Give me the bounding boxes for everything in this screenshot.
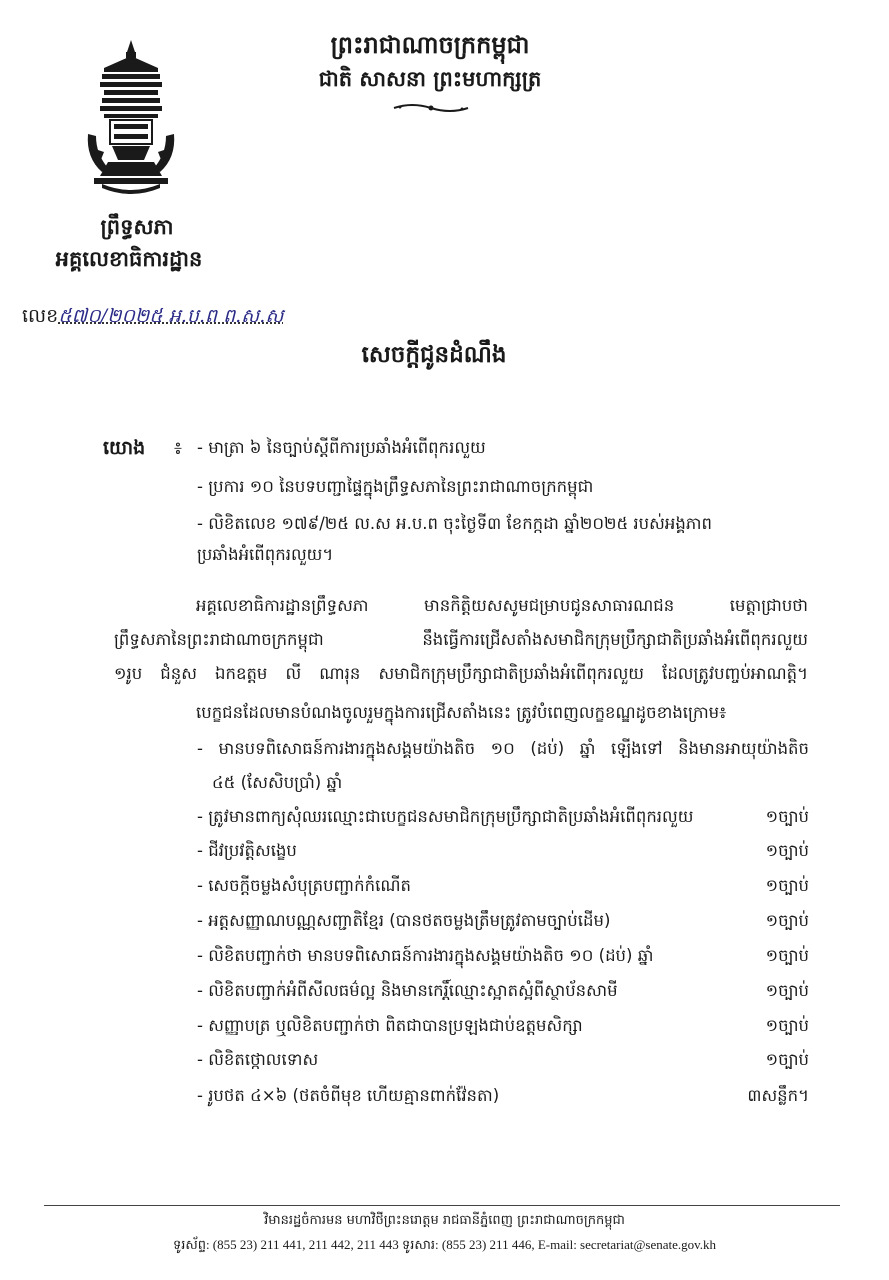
document-quantity: ១ច្បាប់ (765, 1050, 809, 1069)
basis-colon: ៖ (174, 438, 182, 459)
document-name: - លិខិតថ្កោលទោស (197, 1050, 319, 1069)
document-list-item (197, 1049, 809, 1071)
document-quantity: ១ច្បាប់ (765, 1016, 809, 1035)
document-name: - ជីវប្រវត្តិសង្ខេប (197, 841, 297, 860)
reference-number (22, 304, 352, 332)
document-quantity: ១ច្បាប់ (765, 841, 809, 860)
document-quantity: ១ច្បាប់ (765, 981, 809, 1000)
document-name: - លិខិតបញ្ជាក់ថា មានបទពិសោធន៍ការងារក្នុងសង្គមយ៉ាងតិច ១០ (ដប់) ឆ្នាំ (197, 946, 654, 965)
document-name: - អត្តសញ្ញាណបណ្ណសញ្ជាតិខ្មែរ (បានថតចម្លងត្រឹមត្រូវតាមច្បាប់ដើម) (197, 911, 611, 930)
reference-label: លេខ (22, 305, 59, 327)
document-list-item (197, 875, 809, 897)
document-list-item (197, 1085, 809, 1107)
basis-label: យោង (103, 437, 146, 459)
basis-item: - លិខិតលេខ ១៧៩/២៥ ល.ស អ.ប.ព ចុះថ្ងៃទី៣ ខែកក្កដា ឆ្នាំ២០២៥ របស់អង្គភាព (197, 514, 712, 533)
basis-item: - មាត្រា ៦ នៃច្បាប់ស្តីពីការប្រឆាំងអំពើពុករលួយ (197, 438, 486, 457)
document-quantity: ១ច្បាប់ (765, 807, 809, 826)
document-list-item (197, 945, 809, 967)
document-list-item (197, 840, 809, 862)
ornament-divider (392, 100, 470, 116)
document-list-item (197, 910, 809, 932)
basis-item: - ប្រការ ១០ នៃបទបញ្ជាផ្ទៃក្នុងព្រឹទ្ធសភានៃព្រះរាជាណាចក្រកម្ពុជា (197, 477, 594, 496)
national-motto: ជាតិ សាសនា ព្រះមហាក្សត្រ (318, 67, 542, 91)
body-paragraph-line: ព្រឹទ្ធសភានៃព្រះរាជាណាចក្រកម្ពុជា នឹងធ្វើការជ្រើសតាំងសមាជិកក្រុមប្រឹក្សាជាតិប្រឆាំងអំពើពុករលួយ (114, 630, 808, 649)
document-list-item (197, 806, 809, 828)
requirement-item-continuation: ៤៥ (សែសិបប្រាំ) ឆ្នាំ (212, 773, 343, 792)
institution-department: អគ្គលេខាធិការដ្ឋាន (55, 247, 203, 271)
document-list-item (197, 1015, 809, 1037)
document-quantity: ១ច្បាប់ (765, 876, 809, 895)
document-name: - ត្រូវមានពាក្យសុំឈរឈ្មោះជាបេក្ខជនសមាជិកក្រុមប្រឹក្សាជាតិប្រឆាំងអំពើពុករលួយ (197, 807, 694, 826)
kingdom-heading: ព្រះរាជាណាចក្រកម្ពុជា (330, 31, 530, 59)
document-name: - សញ្ញាបត្រ ឬលិខិតបញ្ជាក់ថា ពិតជាបានប្រឡងជាប់ឧត្តមសិក្សា (197, 1016, 583, 1035)
document-name: - រូបថត ៤×៦ (ថតចំពីមុខ ហើយគ្មានពាក់វ៉ែនតា) (197, 1086, 500, 1105)
footer-address: វិមានរដ្ឋចំការមន មហាវិថីព្រះនរោត្តម រាជធានីភ្នំពេញ ព្រះរាជាណាចក្រកម្ពុជា (264, 1213, 625, 1228)
document-name: - លិខិតបញ្ជាក់អំពីសីលធម៌ល្អ និងមានកេរ្តិ៍ឈ្មោះស្អាតស្អំពីស្ថាប័នសាមី (197, 981, 618, 1000)
footer-divider (44, 1205, 840, 1206)
institution-name: ព្រឹទ្ធសភា (100, 215, 174, 239)
body-paragraph-line: អគ្គលេខាធិការដ្ឋានព្រឹទ្ធសភា មានកិត្តិយសសូមជម្រាបជូនសាធារណជន មេត្តាជ្រាបថា (196, 596, 808, 615)
document-list-item (197, 980, 809, 1002)
document-quantity: ១ច្បាប់ (765, 946, 809, 965)
document-quantity: ១ច្បាប់ (765, 911, 809, 930)
reference-handwritten: ៥៧០/២០២៥ អ.ប.ព ព.ស.ស (58, 305, 284, 327)
document-quantity: ៣សន្លឹក។ (747, 1086, 809, 1105)
body-paragraph-line: ១រូប ជំនួស ឯកឧត្តម លី ណារុន សមាជិកក្រុមប្រឹក្សាជាតិប្រឆាំងអំពើពុករលួយ ដែលត្រូវបញ្ចប់អាណត្តិ។ (114, 664, 808, 683)
body-paragraph-line: បេក្ខជនដែលមានបំណងចូលរួមក្នុងការជ្រើសតាំងនេះ ត្រូវបំពេញលក្ខខណ្ឌដូចខាងក្រោម៖ (196, 703, 727, 722)
document-title: សេចក្តីជូនដំណឹង (361, 342, 507, 368)
basis-item-continuation: ប្រឆាំងអំពើពុករលួយ។ (197, 545, 334, 564)
senate-emblem (82, 38, 180, 200)
footer-contact: ទូរស័ព្ទ: (855 23) 211 441, 211 442, 211 443 ទូរសារ: (855 23) 211 446, E-mail: secretariat@senate.gov.kh (172, 1237, 717, 1252)
requirement-item: - មានបទពិសោធន៍ការងារក្នុងសង្គមយ៉ាងតិច ១០ (ដប់) ឆ្នាំ ឡើងទៅ និងមានអាយុយ៉ាងតិច (197, 739, 809, 758)
document-name: - សេចក្តីចម្លងសំបុត្របញ្ជាក់កំណើត (197, 876, 411, 895)
